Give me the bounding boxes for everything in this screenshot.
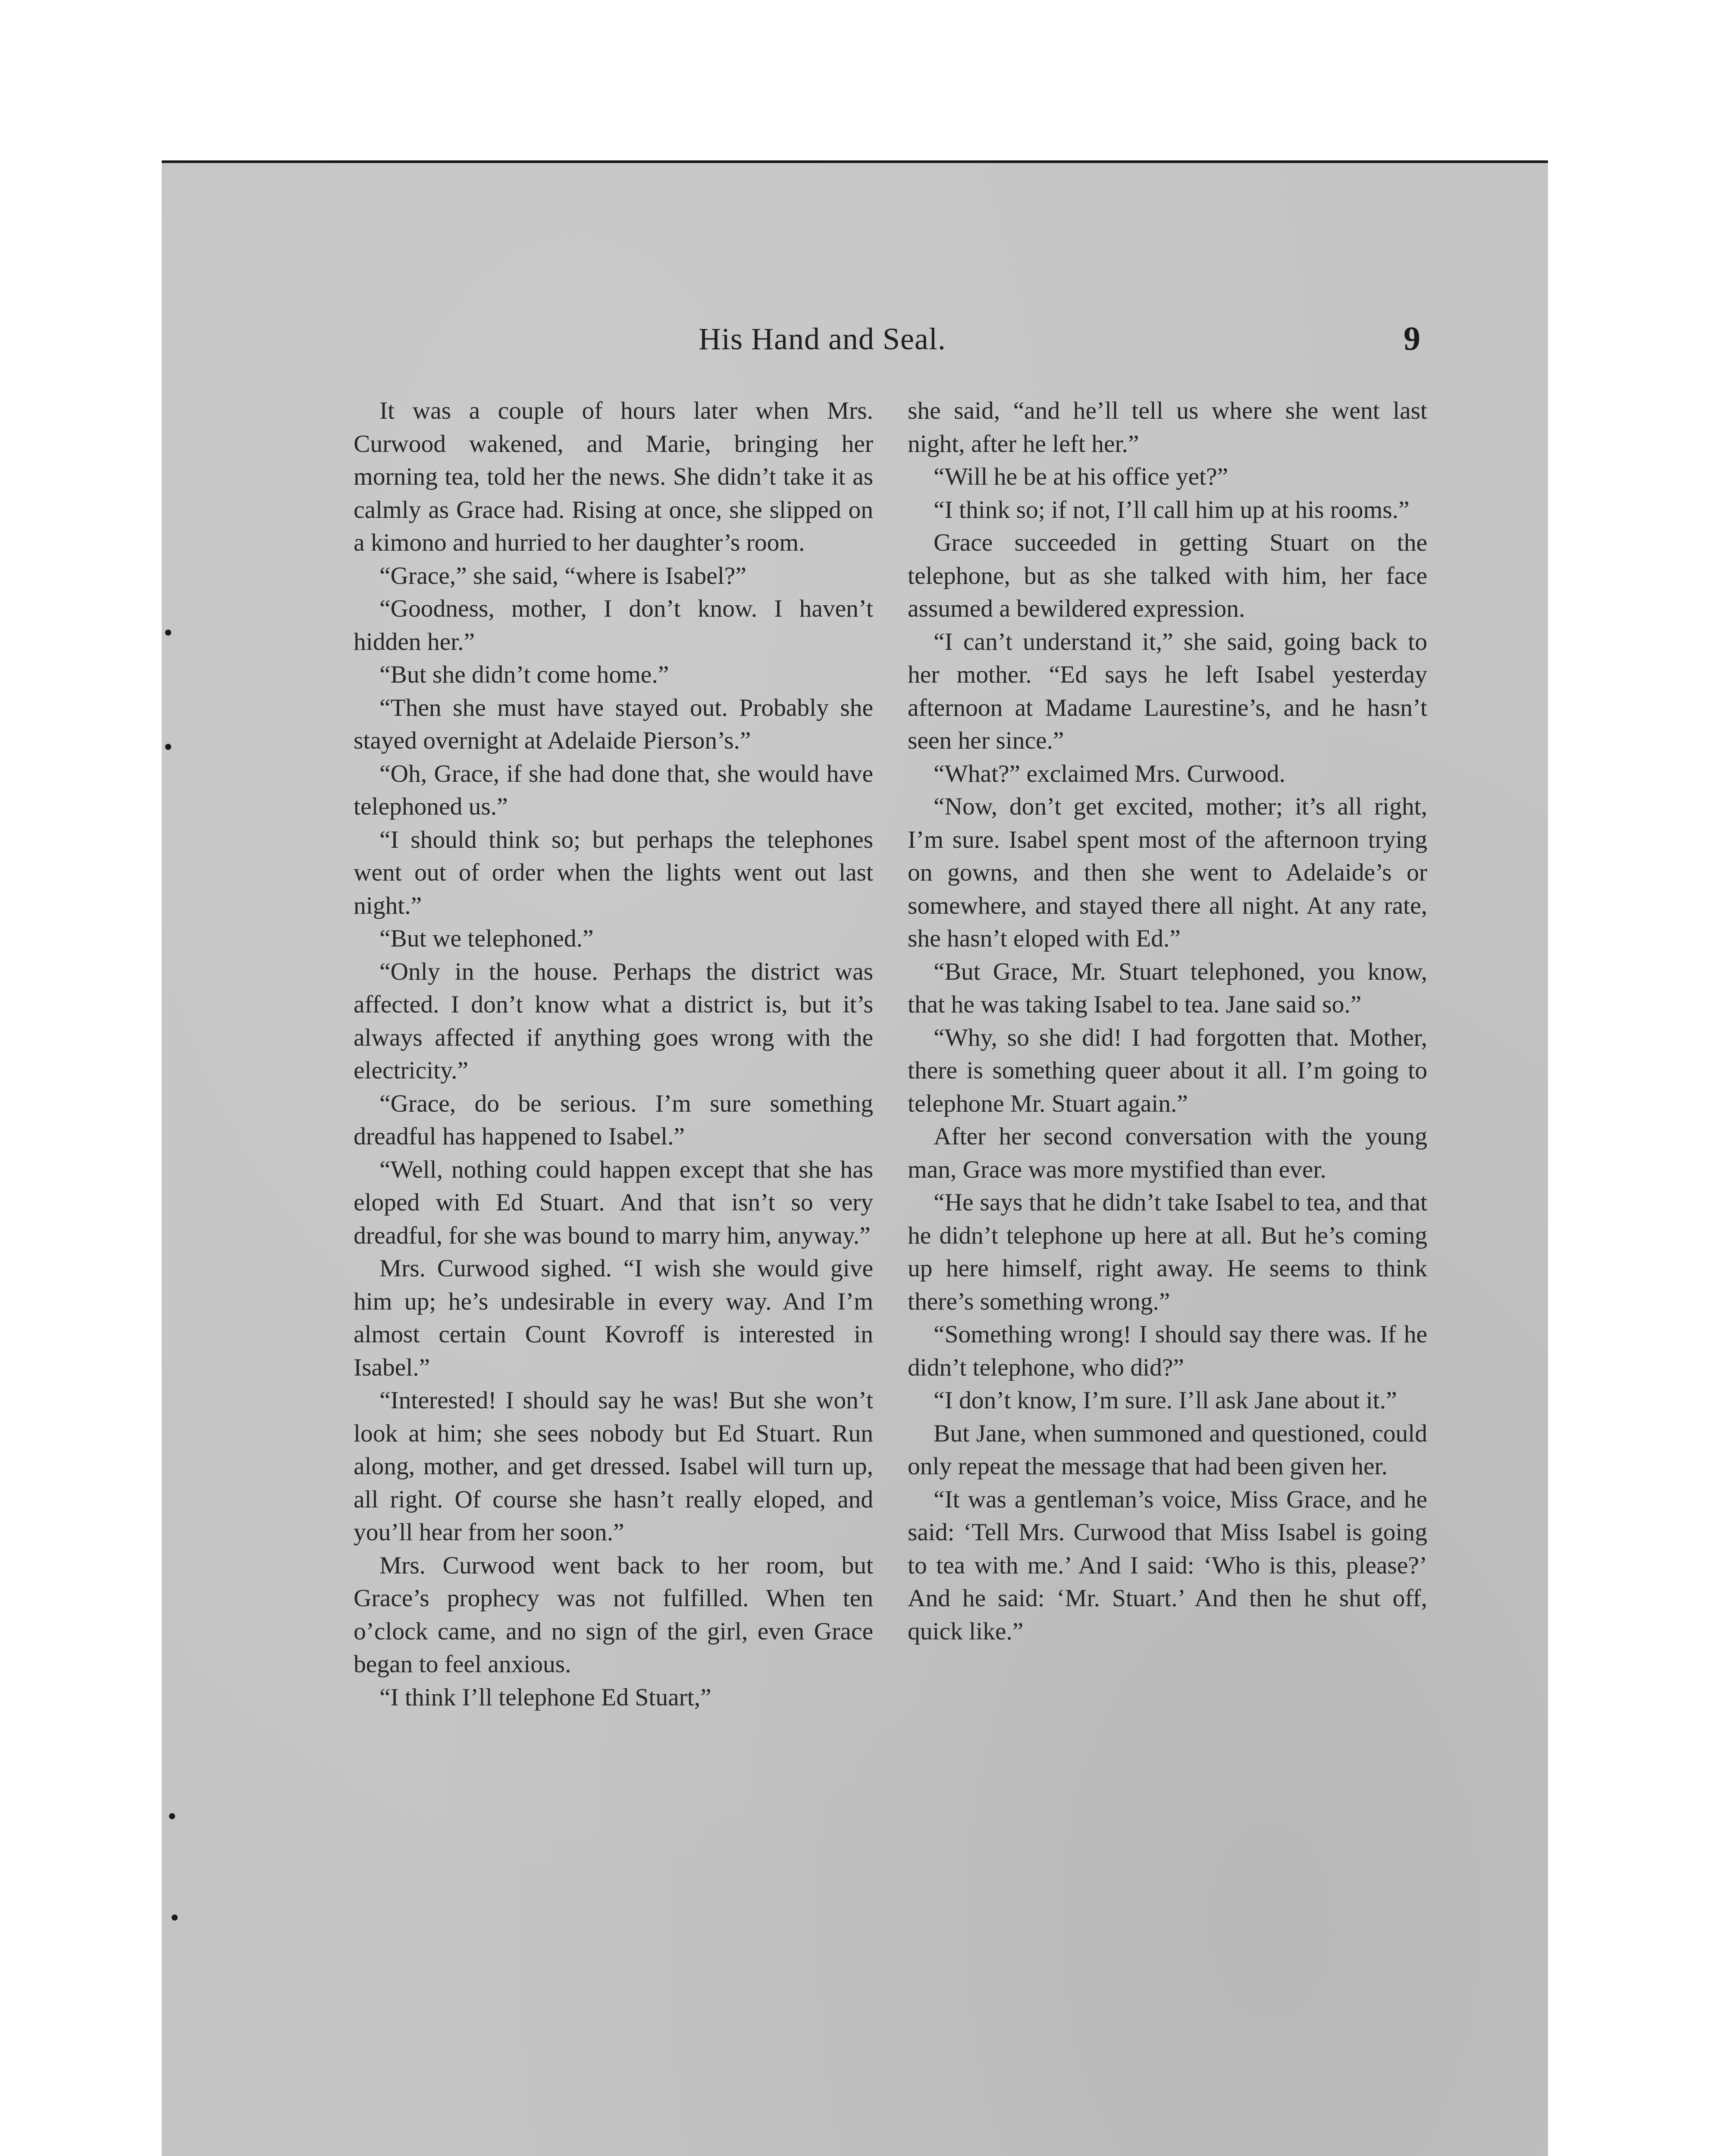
- edge-mark: [169, 1813, 175, 1819]
- paragraph: “Goodness, mother, I don’t know. I haven’t hidden her.”: [354, 595, 873, 655]
- paragraph: “I don’t know, I’m sure. I’ll ask Jane about it.”: [934, 1387, 1397, 1414]
- paragraph: “Why, so she did! I had forgotten that. Mother, there is something queer about it all. I’m going to telephone Mr. Stuart again.”: [908, 1024, 1427, 1117]
- page-number: 9: [1404, 320, 1420, 357]
- paragraph: “Something wrong! I should say there was. If he didn’t telephone, who did?”: [908, 1321, 1427, 1381]
- paragraph: After her second conversation with the young man, Grace was more mystified than ever.: [908, 1123, 1427, 1183]
- paragraph: “Oh, Grace, if she had done that, she would have telephoned us.”: [354, 760, 873, 820]
- paragraph: But Jane, when summoned and questioned, could only repeat the message that had been given her.: [908, 1420, 1427, 1480]
- paragraph: “But she didn’t come home.”: [379, 661, 669, 688]
- paragraph: Grace succeeded in getting Stuart on the telephone, but as she talked with him, her face assumed a bewildered expression.: [908, 529, 1427, 622]
- paragraph: “I can’t understand it,” she said, going back to her mother. “Ed says he left Isabel yesterday afternoon at Madame Laurestine’s, and he hasn’t seen her since.”: [908, 628, 1427, 754]
- paragraph: “I think so; if not, I’ll call him up at his rooms.”: [934, 496, 1410, 523]
- text-column-right: [908, 395, 1427, 1648]
- paragraph: “Interested! I should say he was! But she won’t look at him; she sees nobody but Ed Stuart. Run along, mother, and get dressed. Isabel will turn up, all right. Of course she hasn’t really eloped, and you’ll hear from her soon.”: [354, 1387, 873, 1546]
- edge-mark: [172, 1915, 178, 1921]
- edge-mark: [165, 630, 171, 636]
- paragraph: “Only in the house. Perhaps the district was affected. I don’t know what a district is, but it’s always affected if anything goes wrong with the electricity.”: [354, 958, 873, 1084]
- paragraph: Mrs. Curwood went back to her room, but Grace’s prophecy was not fulfilled. When ten o’clock came, and no sign of the girl, even Grace began to feel anxious.: [354, 1551, 873, 1678]
- paragraph: Mrs. Curwood sighed. “I wish she would give him up; he’s undesirable in every way. And I’m almost certain Count Kovroff is interested in Isabel.”: [354, 1255, 873, 1381]
- paragraph: “I should think so; but perhaps the telephones went out of order when the lights went out last night.”: [354, 826, 873, 919]
- running-head: His Hand and Seal.: [699, 322, 946, 356]
- paragraph: “Will he be at his office yet?”: [934, 463, 1228, 490]
- paragraph: “Well, nothing could happen except that she has eloped with Ed Stuart. And that isn’t so very dreadful, for she was bound to marry him, anyway.”: [354, 1156, 873, 1249]
- paragraph: “He says that he didn’t take Isabel to tea, and that he didn’t telephone up here at all. But he’s coming up here himself, right away. He seems to think there’s something wrong.”: [908, 1189, 1427, 1315]
- paragraph: “Grace, do be serious. I’m sure something dreadful has happened to Isabel.”: [354, 1090, 873, 1150]
- paragraph: “It was a gentleman’s voice, Miss Grace, and he said: ‘Tell Mrs. Curwood that Miss Isabel is going to tea with me.’ And I said: ‘Who is this, please?’ And he said: ‘Mr. Stuart.’ And then he shut off, quick like.”: [908, 1485, 1427, 1645]
- paragraph: “I think I’ll telephone Ed Stuart,”: [379, 1683, 711, 1711]
- paragraph: “But we telephoned.”: [379, 925, 594, 952]
- paragraph: “Grace,” she said, “where is Isabel?”: [379, 562, 746, 589]
- paragraph-continued: she said, “and he’ll tell us where she went last night, after he left her.”: [908, 397, 1427, 458]
- paragraph: It was a couple of hours later when Mrs. Curwood wakened, and Marie, bringing her morning tea, told her the news. She didn’t take it as calmly as Grace had. Rising at once, she slipped on a kimono and hurried to her daughter’s room.: [354, 397, 873, 556]
- text-column-left: [354, 395, 873, 1714]
- paragraph: “Now, don’t get excited, mother; it’s all right, I’m sure. Isabel spent most of the afternoon trying on gowns, and then she went to Adelaide’s or somewhere, and stayed there all night. At any rate, she hasn’t eloped with Ed.”: [908, 793, 1427, 952]
- paragraph: “Then she must have stayed out. Probably she stayed overnight at Adelaide Pierson’s.”: [354, 694, 873, 754]
- edge-mark: [165, 744, 171, 750]
- paragraph: “But Grace, Mr. Stuart telephoned, you know, that he was taking Isabel to tea. Jane said so.”: [908, 958, 1427, 1018]
- paragraph: “What?” exclaimed Mrs. Curwood.: [934, 760, 1285, 787]
